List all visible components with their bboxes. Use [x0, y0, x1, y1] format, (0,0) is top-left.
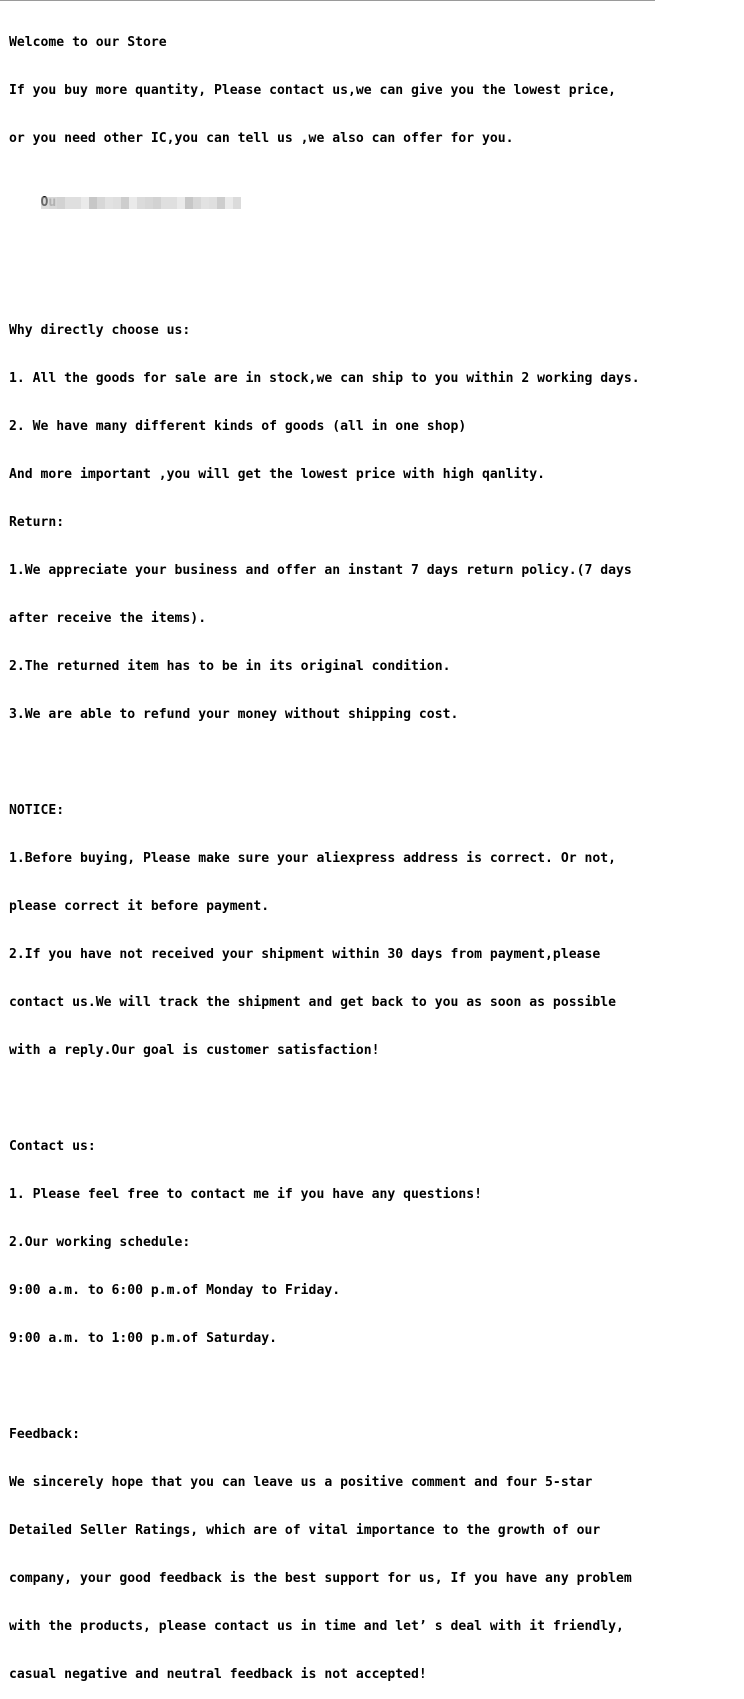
notice-item-2-cont: with a reply.Our goal is customer satisfaction! [9, 1043, 380, 1058]
mosaic-cell [105, 197, 113, 209]
mosaic-cell [177, 197, 185, 209]
mosaic-cell [113, 197, 121, 209]
feedback-line-1: We sincerely hope that you can leave us a positive comment and four 5-star [9, 1475, 593, 1490]
notice-item-2: 2.If you have not received your shipment within 30 days from payment,please [9, 947, 601, 962]
contact-item-2: 2.Our working schedule: [9, 1235, 191, 1250]
mosaic-cell [201, 197, 209, 209]
mosaic-cell [169, 197, 177, 209]
top-divider [0, 0, 655, 1]
return-item-1: 1.We appreciate your business and offer an instant 7 days return policy.(7 days [9, 563, 632, 578]
mosaic-cell [217, 197, 225, 209]
store-notice-text [9, 3, 640, 1699]
contact-item-1: 1. Please feel free to contact me if you have any questions! [9, 1187, 482, 1202]
feedback-line-2: Detailed Seller Ratings, which are of vital importance to the growth of our [9, 1523, 601, 1538]
mosaic-cell [193, 197, 201, 209]
mosaic-cell [57, 197, 65, 209]
mosaic-cell [225, 197, 233, 209]
feedback-line-3: company, your good feedback is the best support for us, If you have any problem [9, 1571, 632, 1586]
mosaic-cell [97, 197, 105, 209]
mosaic-cell [81, 197, 89, 209]
why-item-3: And more important ,you will get the lowest price with high qanlity. [9, 467, 546, 482]
return-item-3: 3.We are able to refund your money without shipping cost. [9, 707, 459, 722]
mosaic-cell [65, 197, 73, 209]
welcome-line: Welcome to our Store [9, 35, 167, 50]
feedback-line-4: with the products, please contact us in time and let’ s deal with it friendly, [9, 1619, 624, 1634]
mosaic-cell [41, 197, 49, 209]
blank-line [9, 275, 640, 291]
notice-item-1-cont: please correct it before payment. [9, 899, 270, 914]
why-item-2: 2. We have many different kinds of goods (all in one shop) [9, 419, 467, 434]
why-item-1: 1. All the goods for sale are in stock,we can ship to you within 2 working days. [9, 371, 640, 386]
blank-line [9, 1091, 640, 1107]
feedback-heading: Feedback: [9, 1427, 80, 1442]
mosaic-cell [73, 197, 81, 209]
pixelated-redaction [41, 197, 241, 209]
quantity-line: If you buy more quantity, Please contact us,we can give you the lowest price, [9, 83, 616, 98]
notice-item-1: 1.Before buying, Please make sure your aliexpress address is correct. Or not, [9, 851, 616, 866]
blank-line [9, 227, 640, 243]
why-choose-heading: Why directly choose us: [9, 323, 191, 338]
blank-line [9, 755, 640, 771]
redacted-line [9, 179, 640, 195]
notice-item-2-cont: contact us.We will track the shipment and get back to you as soon as possible [9, 995, 616, 1010]
contact-heading: Contact us: [9, 1139, 96, 1154]
schedule-weekday: 9:00 a.m. to 6:00 p.m.of Monday to Friday. [9, 1283, 341, 1298]
schedule-saturday: 9:00 a.m. to 1:00 p.m.of Saturday. [9, 1331, 278, 1346]
mosaic-cell [121, 197, 129, 209]
return-item-1-cont: after receive the items). [9, 611, 207, 626]
redacted-block [41, 195, 57, 211]
mosaic-cell [145, 197, 153, 209]
notice-heading: NOTICE: [9, 803, 65, 818]
mosaic-cell [89, 197, 97, 209]
mosaic-cell [209, 197, 217, 209]
mosaic-cell [129, 197, 137, 209]
mosaic-cell [161, 197, 169, 209]
return-heading: Return: [9, 515, 65, 530]
ic-offer-line: or you need other IC,you can tell us ,we also can offer for you. [9, 131, 514, 146]
mosaic-cell [185, 197, 193, 209]
mosaic-cell [153, 197, 161, 209]
return-item-2: 2.The returned item has to be in its original condition. [9, 659, 451, 674]
feedback-line-5: casual negative and neutral feedback is not accepted! [9, 1667, 427, 1682]
mosaic-cell [49, 197, 57, 209]
mosaic-cell [137, 197, 145, 209]
blank-line [9, 1379, 640, 1395]
mosaic-cell [233, 197, 241, 209]
